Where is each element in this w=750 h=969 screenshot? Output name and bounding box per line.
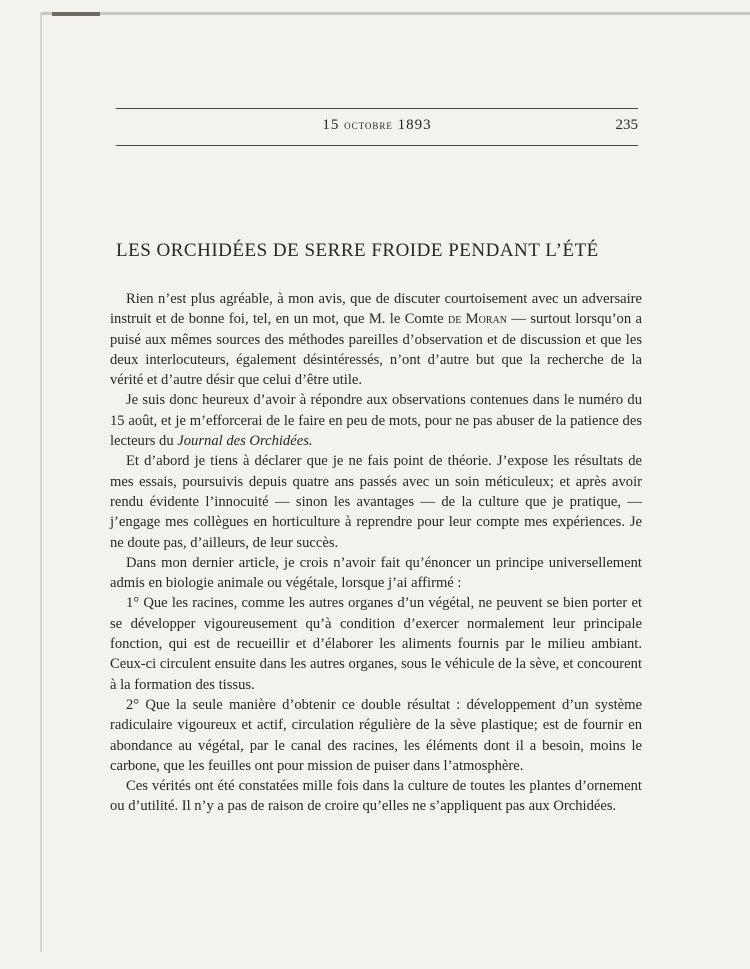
paragraph-4: Dans mon dernier article, je crois n’avoir fait qu’énoncer un principe universellement admis en biologie animale ou végétale, lorsque j’ai affirmé :	[110, 554, 642, 592]
paragraph-7: Ces vérités ont été constatées mille fois dans la culture de toutes les plantes d’ornement ou d’utilité. Il n’y a pas de raison de croire qu’elles ne s’appliquent pas aux Orchidées.	[110, 778, 642, 815]
paragraph-5: 1° Que les racines, comme les autres organes d’un végétal, ne peuvent se bien porter et se développer vigoureusement qu’à condition d’exercer normalement leur principale fonction, qui est de recueillir et d’élaborer les aliments fournis par le milieu ambiant. Ceux-ci circulent ensuite dans les autres organes, sous le véhicule de la sève, et concourent à la formation des tissus.	[110, 595, 642, 693]
scan-border-top	[40, 12, 750, 15]
paragraph-1-text-b: — surtout lorsqu’on a puisé aux mêmes sources des méthodes pareilles d’observation et de discussion et que les deux interlocuteurs, également désintéressés, n’ont d’autre but que la recherche de la vérité et d’autre désir que celui d’être utile.	[110, 311, 642, 389]
page-number: 235	[615, 117, 638, 133]
article-title: LES ORCHIDÉES DE SERRE FROIDE PENDANT L’ÉTÉ	[116, 240, 599, 261]
paragraph-6: 2° Que la seule manière d’obtenir ce double résultat : développement d’un système radiculaire vigoureux et actif, circulation régulière de la sève plastique; est de fournir en abondance au végétal, par le canal des racines, les éléments dont il a besoin, moins le carbone, que les feuilles ont pour mission de puiser dans l’atmosphère.	[110, 696, 642, 774]
journal-name: Journal des Orchidées.	[177, 433, 313, 450]
header-date-month: octobre	[344, 117, 393, 132]
header-date-year: 1893	[397, 117, 432, 133]
article-body	[110, 289, 642, 817]
scan-corner-mark	[52, 12, 100, 16]
author-name: de Moran	[447, 311, 507, 328]
header-date-day: 15	[322, 117, 340, 133]
scan-border-left	[40, 12, 42, 952]
running-header	[116, 108, 638, 146]
paragraph-1-text-a: Rien n’est plus agréable, à mon avis, que de discuter courtoisement avec un adversaire instruit et de bonne foi, tel, en un mot, que M. le Comte	[110, 291, 642, 328]
paragraph-1	[110, 289, 642, 390]
paragraph-2	[110, 390, 642, 451]
paragraph-2-text: Je suis donc heureux d’avoir à répondre aux observations contenues dans le numéro du 15 août, et je m’efforcerai de le faire en peu de mots, pour ne pas abuser de la patience des lecteurs du	[110, 392, 642, 450]
header-date	[116, 117, 638, 134]
paragraph-3: Et d’abord je tiens à déclarer que je ne fais point de théorie. J’expose les résultats de mes essais, poursuivis depuis quatre ans passés avec un soin méticuleux; et après avoir rendu évidente l’innocuité — sinon les avantages — de la culture que je pratique, — j’engage mes collègues en horticulture à reprendre pour leur compte mes expériences. Je ne doute pas, d’ailleurs, de leur succès.	[110, 453, 642, 551]
